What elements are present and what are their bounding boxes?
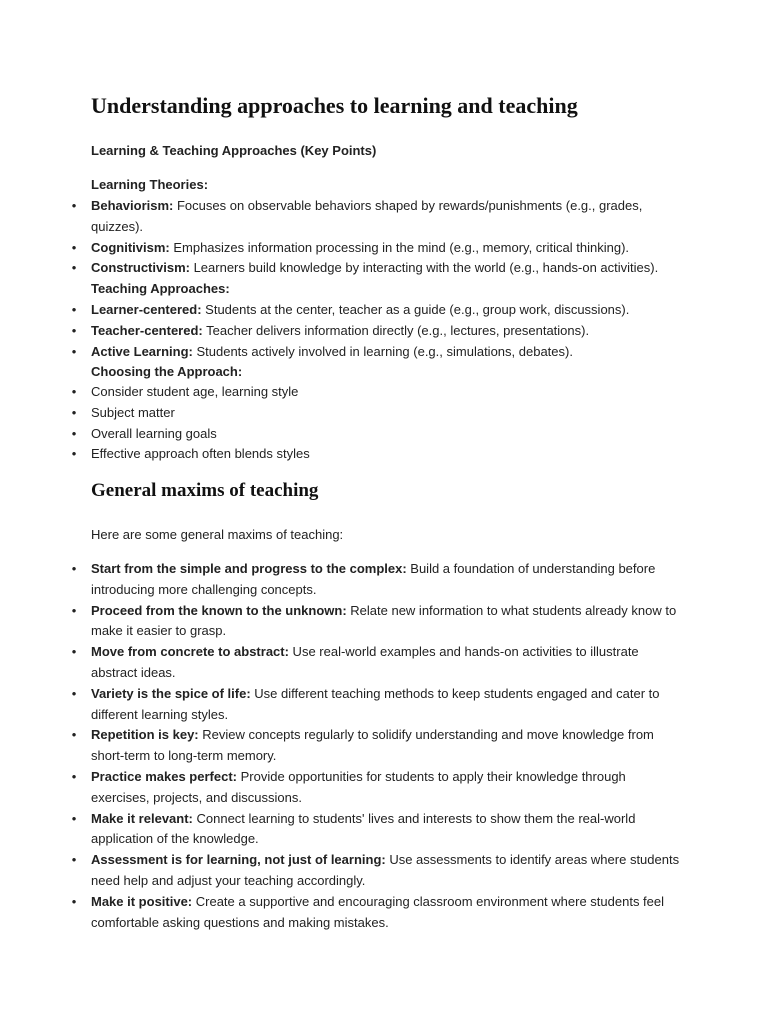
item-text: Focuses on observable behaviors shaped by rewards/punishments (e.g., grades, quizzes). xyxy=(91,198,643,234)
list-item xyxy=(71,601,681,643)
bullet-icon: • xyxy=(71,404,77,420)
item-term: Repetition is key: xyxy=(91,727,199,743)
list-item xyxy=(71,892,681,934)
list-item xyxy=(71,642,681,684)
item-term: Behaviorism: xyxy=(91,198,174,213)
bullet-icon: • xyxy=(71,198,77,213)
teaching-approaches-heading: Teaching Approaches: xyxy=(91,281,230,297)
item-term: Learner-centered: xyxy=(91,301,202,317)
item-text: Effective approach often blends styles xyxy=(91,446,310,462)
item-text: Emphasizes information processing in the mind (e.g., memory, critical thinking). xyxy=(169,239,630,255)
item-text: Build a foundation of understanding before introducing more challenging concepts. xyxy=(91,561,656,597)
item-text: Use assessments to identify areas where students need help and adjust your teaching accordingly. xyxy=(91,852,680,888)
list-item xyxy=(71,559,681,601)
list-item xyxy=(71,382,681,403)
item-text: Provide opportunities for students to apply their knowledge through exercises, projects, and discussions. xyxy=(91,768,626,805)
bullet-icon: • xyxy=(71,301,77,317)
list-item xyxy=(71,424,681,445)
list-item xyxy=(71,321,681,342)
bullet-icon: • xyxy=(71,852,77,868)
item-term: Teacher-centered: xyxy=(91,322,203,338)
item-term: Cognitivism: xyxy=(91,239,170,255)
item-term: Constructivism: xyxy=(91,260,190,276)
list-item xyxy=(71,809,681,851)
item-text: Use different teaching methods to keep students engaged and cater to different learning styles. xyxy=(91,685,660,722)
bullet-icon: • xyxy=(71,384,77,399)
item-term: Practice makes perfect: xyxy=(91,768,237,784)
item-text: Learners build knowledge by interacting with the world (e.g., hands-on activities). xyxy=(189,260,659,276)
item-term: Proceed from the known to the unknown: xyxy=(91,602,347,618)
bullet-icon: • xyxy=(71,810,77,826)
bullet-icon: • xyxy=(71,322,77,338)
choosing-list xyxy=(71,382,681,465)
item-text: Subject matter xyxy=(91,404,175,420)
list-item xyxy=(71,342,681,384)
bullet-icon: • xyxy=(71,685,77,701)
bullet-icon: • xyxy=(71,893,77,909)
list-item xyxy=(71,238,681,259)
learning-theories-heading: Learning Theories: xyxy=(91,177,209,192)
bullet-icon: • xyxy=(71,239,77,255)
theories-list xyxy=(71,196,681,383)
list-item xyxy=(71,725,681,767)
choosing-heading: Choosing the Approach: xyxy=(91,364,243,380)
bullet-icon: • xyxy=(71,727,77,743)
item-term: Make it positive: xyxy=(91,893,193,909)
item-text: Overall learning goals xyxy=(91,425,217,441)
bullet-icon: • xyxy=(71,343,77,359)
item-text: Review concepts regularly to solidify understanding and move knowledge from short-term to long-term memory. xyxy=(91,727,654,764)
item-term: Make it relevant: xyxy=(91,810,193,826)
list-item xyxy=(71,767,681,809)
item-text: Use real-world examples and hands-on activities to illustrate abstract ideas. xyxy=(91,644,639,680)
page-title: Understanding approaches to learning and teaching xyxy=(91,93,578,118)
item-text: Students actively involved in learning (e.g., simulations, debates). xyxy=(192,343,573,359)
bullet-icon: • xyxy=(71,602,77,618)
list-item xyxy=(71,684,681,726)
item-term: Variety is the spice of life: xyxy=(91,685,251,701)
item-text: Connect learning to students' lives and interests to show them the real-world application of the knowledge. xyxy=(91,810,636,847)
list-item xyxy=(71,300,681,321)
item-text: Create a supportive and encouraging classroom environment where students feel comfortable asking questions and making mistakes. xyxy=(91,893,665,930)
bullet-icon: • xyxy=(71,644,77,660)
item-text: Students at the center, teacher as a guide (e.g., group work, discussions). xyxy=(201,301,630,317)
item-text: Teacher delivers information directly (e.g., lectures, presentations). xyxy=(202,322,590,338)
section-intro: Here are some general maxims of teaching: xyxy=(91,527,344,542)
list-item xyxy=(71,196,681,238)
list-item xyxy=(71,403,681,424)
subtitle: Learning & Teaching Approaches (Key Points) xyxy=(91,143,377,158)
bullet-icon: • xyxy=(71,561,77,576)
bullet-icon: • xyxy=(71,768,77,784)
list-item xyxy=(71,850,681,892)
maxims-list xyxy=(71,559,681,933)
bullet-icon: • xyxy=(71,260,77,276)
item-term: Active Learning: xyxy=(91,343,193,359)
item-term: Move from concrete to abstract: xyxy=(91,644,289,660)
item-text: Consider student age, learning style xyxy=(91,384,299,399)
list-item xyxy=(71,444,681,465)
list-item xyxy=(71,258,681,300)
item-term: Assessment is for learning, not just of learning: xyxy=(91,852,386,868)
bullet-icon: • xyxy=(71,446,77,462)
section-title: General maxims of teaching xyxy=(91,480,319,501)
item-text: Relate new information to what students already know to make it easier to grasp. xyxy=(91,602,677,639)
bullet-icon: • xyxy=(71,425,77,441)
item-term: Start from the simple and progress to the complex: xyxy=(91,561,407,576)
